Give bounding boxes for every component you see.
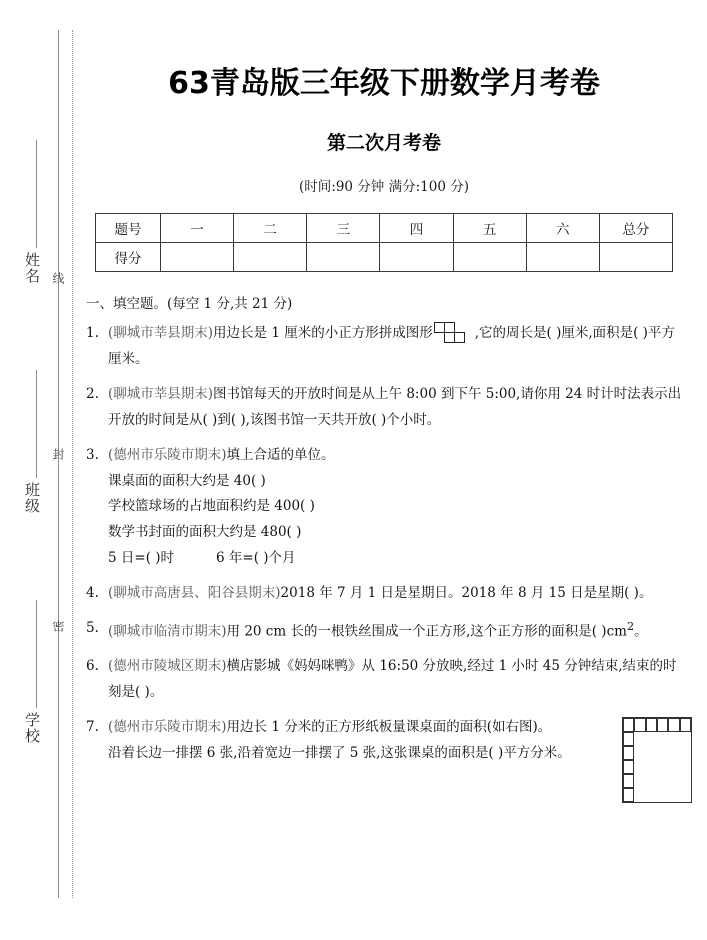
score-table-col-total: 总分 <box>599 214 672 243</box>
question-number-6: 6. <box>86 658 99 675</box>
question-item-6 <box>84 654 684 706</box>
question-source-1: (聊城市莘县期末) <box>108 325 214 341</box>
question-source-6: (德州市陵城区期末) <box>108 658 227 675</box>
school-write-line <box>36 600 37 708</box>
score-table-col-4: 四 <box>380 214 453 243</box>
seal-label-seal: 封 <box>51 448 65 461</box>
question-number-2: 2. <box>86 385 99 402</box>
question-source-4: (聊城市高唐县、阳谷县期末) <box>108 585 281 602</box>
question-number-5: 5. <box>86 620 99 637</box>
question-text-2: 图书馆每天的开放时间是从上午 8:00 到下午 5:00,请你用 24 时计时法表示出开放的时间是从( )到( ),该图书馆一天共开放( )个小时。 <box>108 385 682 428</box>
score-cell-5[interactable] <box>453 243 526 272</box>
score-table-wrap <box>84 195 684 272</box>
question-3-subitem-2: 学校篮球场的占地面积约是 400( ) <box>108 498 315 515</box>
question-text-3: 填上合适的单位。 <box>226 446 335 463</box>
question-number-1: 1. <box>86 325 99 341</box>
exam-meta: (时间:90 分钟 满分:100 分) <box>299 179 469 195</box>
table-row-header <box>96 214 673 243</box>
seal-label-secret: 密 <box>51 620 65 633</box>
tetromino-figure-icon <box>434 322 474 344</box>
score-table-col-3: 三 <box>307 214 380 243</box>
exam-content <box>84 0 684 940</box>
question-text-5a: 用 20 cm 长的一根铁丝围成一个正方形,这个正方形的面积是( )cm <box>226 623 627 640</box>
question-3-subitem-4: 5 日=( )时 <box>108 550 175 567</box>
page-subtitle: 第二次月考卷 <box>326 132 441 154</box>
question-list <box>84 321 684 767</box>
info-label-school: 学校 <box>23 712 41 744</box>
score-table-col-2: 二 <box>234 214 307 243</box>
question-5-superscript: 2 <box>626 620 635 634</box>
question-item-7 <box>84 715 684 767</box>
question-item-5 <box>84 616 684 645</box>
question-text-1a: 用边长是 1 厘米的小正方形拼成图形 <box>213 325 433 341</box>
question-item-3 <box>84 443 684 573</box>
score-cell-3[interactable] <box>307 243 380 272</box>
question-text-5b: 。 <box>634 623 648 640</box>
score-table <box>95 213 673 272</box>
question-text-4: 2018 年 7 月 1 日是星期日。2018 年 8 月 15 日是星期( )。 <box>280 585 653 602</box>
question-source-7: (德州市乐陵市期末) <box>108 719 227 736</box>
score-cell-4[interactable] <box>380 243 453 272</box>
info-label-class: 班级 <box>23 482 41 514</box>
score-cell-6[interactable] <box>526 243 599 272</box>
seal-label-line: 线 <box>51 272 65 285</box>
class-write-line <box>36 370 37 478</box>
question-3-subitem-row-4 <box>108 546 684 572</box>
question-7-text-block <box>108 715 684 767</box>
page-title: 63青岛版三年级下册数学月考卷 <box>168 66 600 101</box>
rail-dotted-line <box>72 30 73 898</box>
score-cell-2[interactable] <box>234 243 307 272</box>
question-3-subitem-3: 数学书封面的面积大约是 480( ) <box>108 524 302 541</box>
info-label-name: 姓名 <box>23 252 41 284</box>
question-text-1b: ,它的周长是( )厘米,面积是( )平方厘米。 <box>108 325 675 367</box>
question-number-4: 4. <box>86 585 99 602</box>
question-3-subitem-5: 6 年=( )个月 <box>216 550 296 567</box>
question-number-3: 3. <box>86 446 99 463</box>
question-3-subitem-1: 课桌面的面积大约是 40( ) <box>108 472 266 489</box>
question-source-2: (聊城市莘县期末) <box>108 385 214 402</box>
name-write-line <box>36 140 37 248</box>
table-row-scores <box>96 243 673 272</box>
question-text-7a: 用边长 1 分米的正方形纸板量课桌面的面积(如右图)。 <box>226 719 552 736</box>
question-item-2 <box>84 382 684 434</box>
score-table-col-6: 六 <box>526 214 599 243</box>
question-number-7: 7. <box>86 719 99 736</box>
desk-grid-figure-icon <box>622 717 692 803</box>
score-cell-total[interactable] <box>599 243 672 272</box>
rail-solid-line <box>58 30 59 898</box>
seal-margin-rail <box>0 0 80 940</box>
question-source-5: (聊城市临清市期末) <box>108 623 227 640</box>
score-cell-1[interactable] <box>161 243 234 272</box>
question-source-3: (德州市乐陵市期末) <box>108 446 227 463</box>
question-item-4 <box>84 581 684 607</box>
score-table-col-5: 五 <box>453 214 526 243</box>
question-text-7b: 沿着长边一排摆 6 张,沿着宽边一排摆了 5 张,这张课桌的面积是( )平方分米。 <box>108 745 571 762</box>
question-text-6: 横店影城《妈妈咪鸭》从 16:50 分放映,经过 1 小时 45 分钟结束,结束的时刻是( )。 <box>108 658 677 701</box>
score-table-row-label-1: 得分 <box>96 243 161 272</box>
question-item-1 <box>84 321 684 373</box>
section-heading-fill-in-blanks: 一、填空题。(每空 1 分,共 21 分) <box>86 296 293 312</box>
score-table-row-label-0: 题号 <box>96 214 161 243</box>
score-table-col-1: 一 <box>161 214 234 243</box>
